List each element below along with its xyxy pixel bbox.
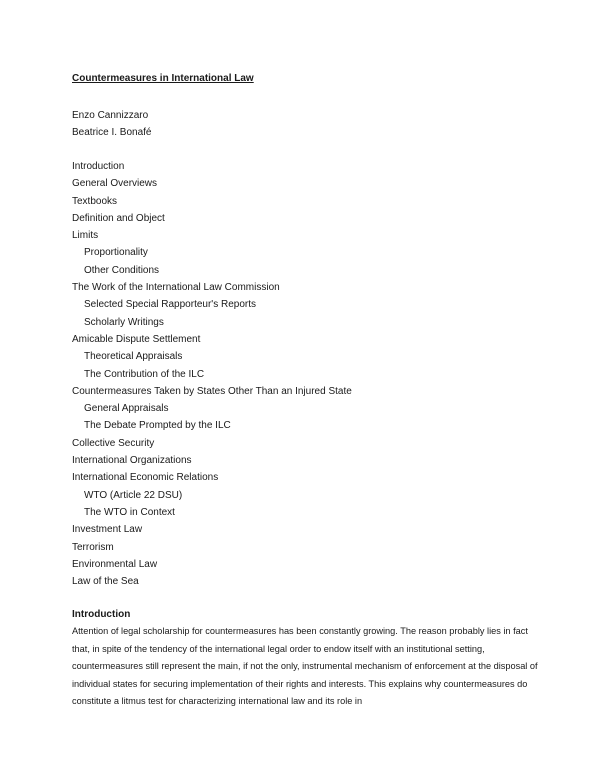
toc-item: Countermeasures Taken by States Other Than an Injured State xyxy=(72,385,352,397)
toc-item: Proportionality xyxy=(84,247,148,259)
toc-item: Investment Law xyxy=(72,524,143,536)
toc-item: Terrorism xyxy=(72,541,114,553)
introduction-heading: Introduction xyxy=(72,609,131,621)
toc-item: General Overviews xyxy=(72,178,158,190)
toc-item: International Economic Relations xyxy=(72,472,219,484)
toc-item: Introduction xyxy=(72,161,125,172)
toc-item: Textbooks xyxy=(72,195,118,207)
toc-item: Other Conditions xyxy=(84,264,160,276)
author-name: Enzo Cannizzaro xyxy=(72,110,149,121)
author-list xyxy=(72,107,542,141)
toc-item: General Appraisals xyxy=(84,403,169,415)
toc-item: International Organizations xyxy=(72,455,192,467)
toc-item: Theoretical Appraisals xyxy=(84,351,183,363)
document-title: Countermeasures in International Law xyxy=(72,73,254,84)
toc-item: WTO (Article 22 DSU) xyxy=(84,489,183,501)
toc-item: The Contribution of the ILC xyxy=(84,368,205,380)
toc-item: The Debate Prompted by the ILC xyxy=(84,420,231,432)
toc-item: Collective Security xyxy=(72,437,155,449)
introduction-paragraph: Attention of legal scholarship for countermeasures has been constantly growing. The reason probably lies in fact that, in spite of the tendency of the international legal order to endow itself with an institutional setting, countermeasures still represent the main, if not the only, instrumental mechanism of enforcement at the disposal of individual states for securing implementation of their rights and interests. This explains why countermeasures do constitute a litmus test for characterizing international law and its role in xyxy=(72,626,538,707)
toc-item: Definition and Object xyxy=(72,212,165,224)
table-of-contents xyxy=(72,158,542,590)
toc-item: The WTO in Context xyxy=(84,506,175,518)
toc-item: Scholarly Writings xyxy=(84,316,164,328)
toc-item: Selected Special Rapporteur's Reports xyxy=(84,299,257,311)
toc-item: Law of the Sea xyxy=(72,576,139,588)
toc-item: The Work of the International Law Commission xyxy=(72,282,280,294)
toc-item: Environmental Law xyxy=(72,558,158,570)
toc-item: Amicable Dispute Settlement xyxy=(72,333,201,345)
document-page xyxy=(72,72,542,710)
author-name: Beatrice I. Bonafé xyxy=(72,127,152,138)
toc-item: Limits xyxy=(72,230,99,242)
